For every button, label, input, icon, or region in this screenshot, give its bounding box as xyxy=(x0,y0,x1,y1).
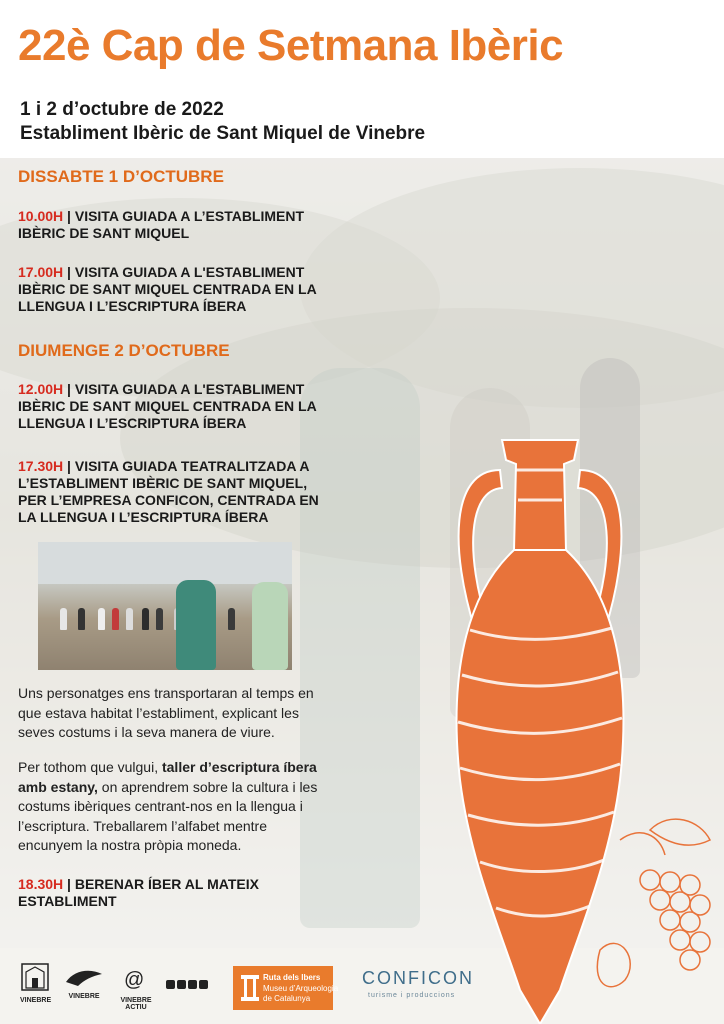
event-date: 1 i 2 d’octubre de 2022 xyxy=(20,99,224,120)
event-sat-1 xyxy=(18,208,363,242)
column-icon xyxy=(238,973,262,1003)
event-sun-1 xyxy=(18,381,363,432)
description-line: Uns personatges ens transportaran al temps en xyxy=(18,685,314,701)
bird-icon xyxy=(62,966,106,988)
description-line: Per tothom que vulgui, xyxy=(18,759,162,775)
logo-label: VINEBRE ACTIU xyxy=(120,997,152,1011)
event-text-line: | VISITA GUIADA A L'ESTABLIMENT xyxy=(63,381,305,397)
event-text-line: PER L’EMPRESA CONFICON, CENTRADA EN xyxy=(18,492,319,508)
vinebre-actiu-logo xyxy=(116,966,156,1011)
event-time: 10.00H xyxy=(18,208,64,224)
ruta-title: Ruta dels Ibers xyxy=(263,973,321,982)
ajuntament-vinebre-logo xyxy=(20,962,50,1004)
ruta-subtitle: de Catalunya xyxy=(263,994,311,1003)
event-final xyxy=(18,876,363,910)
description-line: encunyem la nostra pròpia moneda. xyxy=(18,837,242,853)
logo-label: VINEBRE xyxy=(68,993,100,1000)
event-text-line: IBÈRIC DE SANT MIQUEL CENTRADA EN LA xyxy=(18,281,317,297)
event-time: 18.30H xyxy=(18,876,64,892)
conficon-logo: CONFICON xyxy=(362,968,474,988)
town-hall-icon xyxy=(20,962,50,992)
description-line: que estava habitat l’establiment, explicant les xyxy=(18,704,299,721)
event-text-line: | BERENAR ÍBER AL MATEIX xyxy=(63,876,259,892)
description-line: l’escriptura. Treballarem l’alfabet mentre xyxy=(18,817,267,834)
event-text-line: IBÈRIC DE SANT MIQUEL xyxy=(18,225,190,241)
event-text-line: IBÈRIC DE SANT MIQUEL CENTRADA EN LA xyxy=(18,398,317,414)
saturday-heading: DISSABTE 1 D’OCTUBRE xyxy=(18,167,224,186)
description-line: costums ibèriques centrant-nos en la llengua i xyxy=(18,798,303,814)
ruta-ibers-logo xyxy=(233,966,339,1010)
sunday-heading: DIUMENGE 2 D’OCTUBRE xyxy=(18,341,230,360)
social-icons xyxy=(166,979,208,991)
at-sign-icon xyxy=(116,966,156,992)
description-line: seves costums i la seva manera de viure. xyxy=(18,724,275,740)
event-venue: Establiment Ibèric de Sant Miquel de Vinebre xyxy=(20,123,426,144)
event-sat-2 xyxy=(18,264,363,315)
page-title: 22è Cap de Setmana Ibèric xyxy=(18,21,564,70)
event-time: 17.30H xyxy=(18,458,64,474)
description-line: on aprendrem sobre la cultura i les xyxy=(97,778,318,795)
header xyxy=(0,0,724,158)
ruta-subtitle: Museu d’Arqueologia xyxy=(263,984,339,993)
event-text-line: | VISITA GUIADA TEATRALITZADA A xyxy=(63,458,310,474)
event-text-line: L’ESTABLIMENT IBÈRIC DE SANT MIQUEL, xyxy=(18,475,308,491)
workshop-highlight: taller d’escriptura íbera xyxy=(161,759,317,775)
logo-label: VINEBRE xyxy=(20,997,52,1004)
grapes-illustration xyxy=(580,810,724,1010)
svg-text:@: @ xyxy=(124,969,145,991)
event-text-line: LLENGUA I L’ESCRIPTURA ÍBERA xyxy=(18,298,247,314)
workshop-highlight: amb estany, xyxy=(18,778,98,795)
event-photo xyxy=(38,542,292,670)
conficon-tagline: turisme i produccions xyxy=(368,992,456,999)
vinebre-culture-logo xyxy=(62,966,106,1000)
event-text-line: LA LLENGUA I L’ESCRIPTURA ÍBERA xyxy=(18,509,269,525)
description-paragraph-1 xyxy=(18,684,363,743)
event-text-line: LLENGUA I L’ESCRIPTURA ÍBERA xyxy=(18,415,247,431)
description-paragraph-2 xyxy=(18,758,363,856)
social-media-icons xyxy=(166,978,208,996)
event-time: 17.00H xyxy=(18,264,64,280)
event-text-line: ESTABLIMENT xyxy=(18,893,117,909)
event-text-line: | VISITA GUIADA A L’ESTABLIMENT xyxy=(63,208,305,224)
event-text-line: | VISITA GUIADA A L'ESTABLIMENT xyxy=(63,264,305,280)
event-sun-2 xyxy=(18,458,363,526)
event-time: 12.00H xyxy=(18,381,64,397)
